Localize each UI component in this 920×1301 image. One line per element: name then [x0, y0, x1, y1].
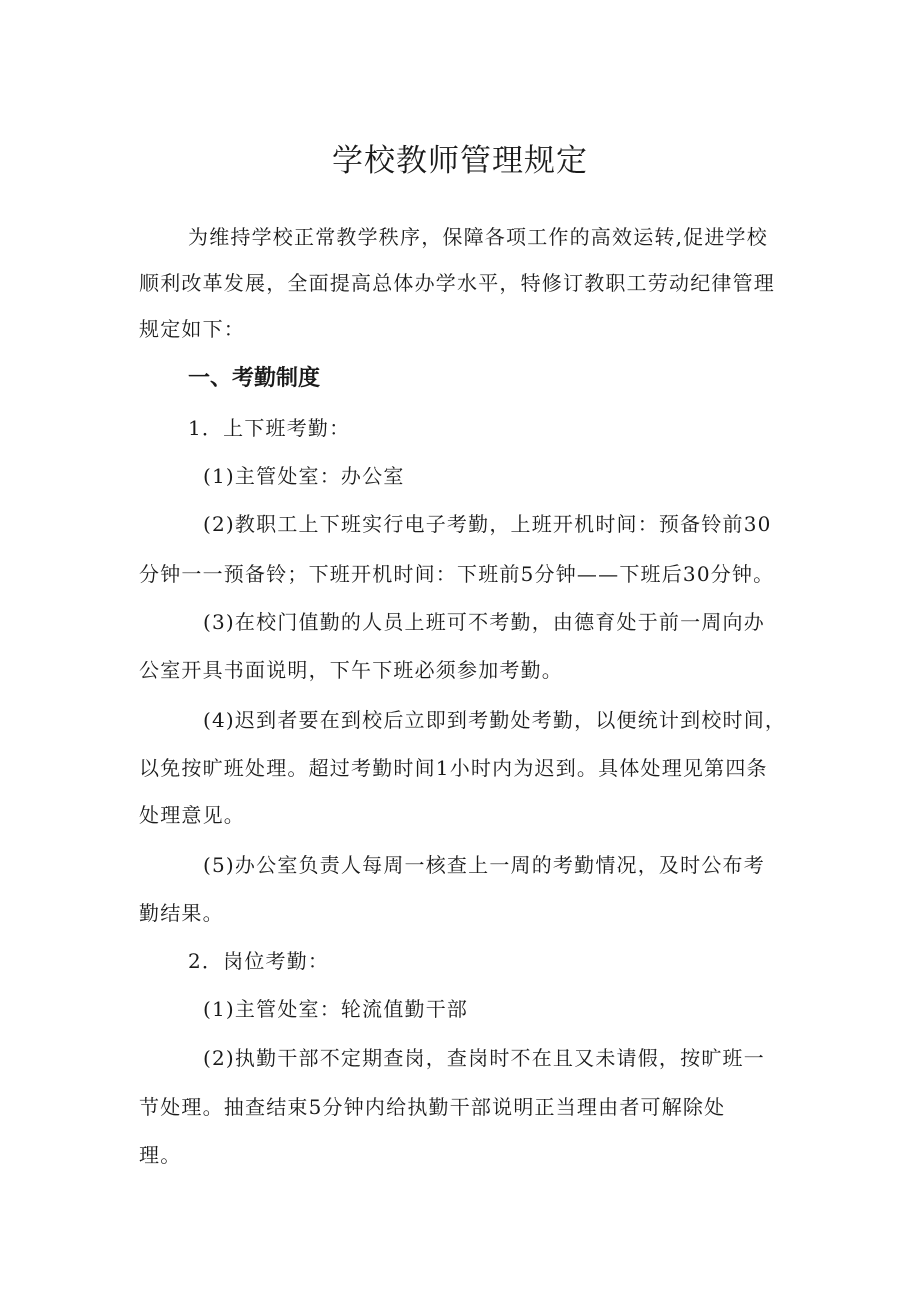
paragraph-line: 处理意见。	[139, 803, 245, 827]
paragraph-line: (2)执勤干部不定期查岗，查岗时不在且又未请假，按旷班一	[203, 1046, 765, 1070]
document-title: 学校教师管理规定	[332, 143, 588, 179]
paragraph-line: (1)主管处室：轮流值勤干部	[203, 997, 469, 1021]
paragraph-line: 规定如下：	[139, 317, 245, 341]
paragraph-line: (3)在校门值勤的人员上班可不考勤，由德育处于前一周向办	[203, 610, 765, 634]
paragraph-line: 顺利改革发展，全面提高总体办学水平，特修订教职工劳动纪律管理	[139, 271, 775, 295]
paragraph-line: (4)迟到者要在到校后立即到考勤处考勤，以便统计到校时间，	[203, 708, 787, 732]
paragraph-line: 公室开具书面说明，下午下班必须参加考勤。	[139, 658, 563, 682]
paragraph-line: 勤结果。	[139, 901, 224, 925]
subsection-heading: 1．上下班考勤：	[188, 416, 351, 440]
paragraph-line: 分钟一一预备铃；下班开机时间：下班前5分钟——下班后30分钟。	[139, 562, 775, 586]
paragraph-line: 为维持学校正常教学秩序，保障各项工作的高效运转,促进学校	[188, 225, 768, 249]
paragraph-line: 理。	[139, 1143, 182, 1167]
paragraph-line: (5)办公室负责人每周一核查上一周的考勤情况，及时公布考	[203, 853, 765, 877]
paragraph-line: (1)主管处室：办公室	[203, 464, 405, 488]
paragraph-line: (2)教职工上下班实行电子考勤，上班开机时间：预备铃前30	[203, 512, 772, 536]
paragraph-line: 以免按旷班处理。超过考勤时间1小时内为迟到。具体处理见第四条	[139, 756, 768, 780]
section-heading: 一、考勤制度	[188, 366, 321, 391]
paragraph-line: 节处理。抽查结束5分钟内给执勤干部说明正当理由者可解除处	[139, 1095, 726, 1119]
subsection-heading: 2．岗位考勤：	[188, 949, 330, 973]
